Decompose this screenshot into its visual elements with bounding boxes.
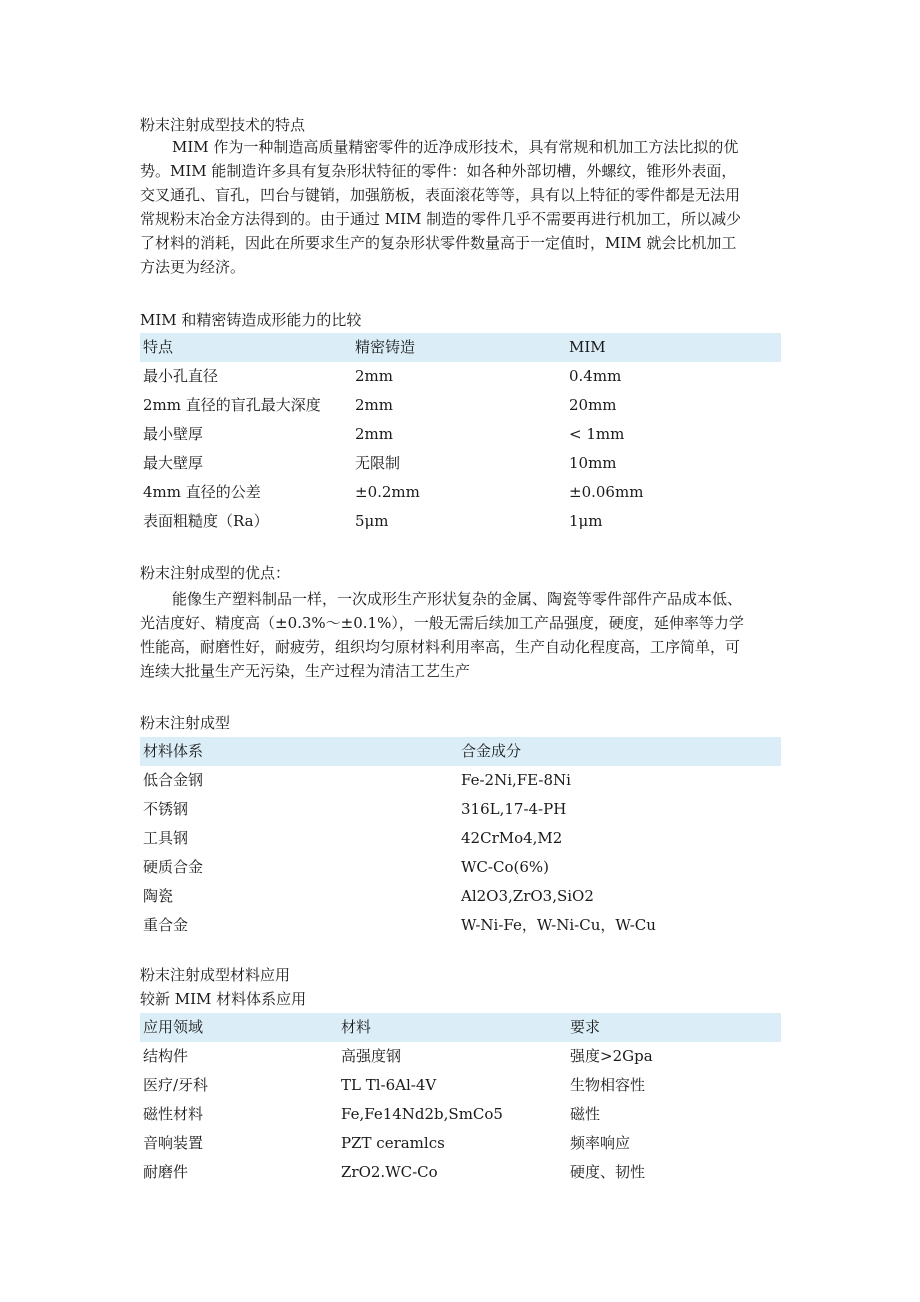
table-header-cell: 合金成分 (458, 737, 781, 766)
table-cell: 硬质合金 (143, 858, 204, 876)
table-cell: 20mm (569, 396, 617, 414)
table-row (140, 420, 781, 449)
table-cell: 最小孔直径 (143, 367, 219, 385)
section-title-advantages: 粉末注射成型的优点： (140, 564, 291, 582)
materials-table (140, 737, 781, 940)
table-cell: 最大壁厚 (143, 454, 204, 472)
table-row (140, 478, 781, 507)
table-row (140, 1129, 781, 1158)
table-cell: < 1mm (569, 425, 625, 443)
table-cell: ±0.06mm (569, 483, 644, 501)
table-cell: 最小壁厚 (143, 425, 204, 443)
table-header-cell: 材料 (338, 1013, 567, 1042)
table-cell: 频率响应 (570, 1134, 631, 1152)
table-cell: 316L,17-4-PH (461, 800, 567, 818)
table-header-cell: MIM (566, 333, 781, 362)
table-header-cell: 应用领域 (140, 1013, 338, 1042)
table-cell: 2mm (355, 396, 393, 414)
table-cell: 磁性材料 (143, 1105, 204, 1123)
table-cell: ZrO2.WC-Co (341, 1163, 438, 1181)
table-header-cell: 材料体系 (140, 737, 458, 766)
paragraph-line: 方法更为经济。 (140, 258, 246, 276)
table-row (140, 1042, 781, 1071)
paragraph-line: MIM 作为一种制造高质量精密零件的近净成形技术，具有常规和机加工方法比拟的优 (172, 138, 739, 156)
table-cell: 42CrMo4,M2 (461, 829, 563, 847)
table-header-row (140, 1013, 781, 1042)
applications-table (140, 1013, 781, 1187)
paragraph-advantages (140, 587, 781, 683)
table2-caption: 粉末注射成型 (140, 714, 231, 732)
table-cell: 硬度、韧性 (570, 1163, 646, 1181)
table-row (140, 1158, 781, 1187)
table-row (140, 766, 781, 795)
table-cell: 工具钢 (143, 829, 189, 847)
table-row (140, 507, 781, 536)
table-cell: 高强度钢 (341, 1047, 402, 1065)
table-cell: 10mm (569, 454, 617, 472)
table-header-cell: 特点 (140, 333, 352, 362)
table-cell: 结构件 (143, 1047, 189, 1065)
table-cell: 4mm 直径的公差 (143, 483, 261, 501)
table-cell: 低合金钢 (143, 771, 204, 789)
table-header-cell: 要求 (567, 1013, 781, 1042)
table-row (140, 1100, 781, 1129)
table-header-row (140, 333, 781, 362)
table3-caption-main: 粉末注射成型材料应用 (140, 966, 291, 984)
table-cell: 陶瓷 (143, 887, 174, 905)
table-cell: 重合金 (143, 916, 189, 934)
paragraph-features (140, 135, 781, 279)
paragraph-line: 连续大批量生产无污染，生产过程为清洁工艺生产 (140, 662, 471, 680)
table-cell: WC-Co(6%) (461, 858, 549, 876)
table-cell: 2mm (355, 425, 393, 443)
table-row (140, 795, 781, 824)
table-row (140, 391, 781, 420)
table-row (140, 882, 781, 911)
table-row (140, 853, 781, 882)
paragraph-line: 光洁度好、精度高（±0.3%～±0.1%），一般无需后续加工产品强度，硬度，延伸率等力学 (140, 614, 744, 632)
table-cell: TL Tl-6Al-4V (341, 1076, 437, 1094)
section-title-features: 粉末注射成型技术的特点 (140, 116, 306, 134)
table-row (140, 1071, 781, 1100)
table-cell: 2mm (355, 367, 393, 385)
table-cell: 1μm (569, 512, 603, 530)
paragraph-line: 性能高，耐磨性好，耐疲劳，组织均匀原材料利用率高，生产自动化程度高，工序简单，可 (140, 638, 741, 656)
table-cell: W-Ni-Fe，W-Ni-Cu，W-Cu (461, 916, 656, 934)
table-cell: 0.4mm (569, 367, 622, 385)
table-header-cell: 精密铸造 (352, 333, 566, 362)
table-cell: 强度>2Gpa (570, 1047, 653, 1065)
paragraph-line: 能像生产塑料制品一样，一次成形生产形状复杂的金属、陶瓷等零件部件产品成本低、 (172, 590, 743, 608)
table-cell: 医疗/牙科 (143, 1076, 209, 1094)
table-header-row (140, 737, 781, 766)
paragraph-line: 交叉通孔、盲孔，凹台与键销，加强筋板，表面滚花等等，具有以上特征的零件都是无法用 (140, 186, 741, 204)
table-cell: 2mm 直径的盲孔最大深度 (143, 396, 321, 414)
table-cell: Fe,Fe14Nd2b,SmCo5 (341, 1105, 503, 1123)
table-cell: 生物相容性 (570, 1076, 646, 1094)
table-cell: PZT ceramlcs (341, 1134, 445, 1152)
table3-caption-sub: 较新 MIM 材料体系应用 (140, 990, 307, 1008)
paragraph-line: 了材料的消耗，因此在所要求生产的复杂形状零件数量高于一定值时，MIM 就会比机加工 (140, 234, 737, 252)
table-row (140, 824, 781, 853)
table-cell: Fe-2Ni,FE-8Ni (461, 771, 571, 789)
table-cell: 表面粗糙度（Ra） (143, 512, 269, 530)
table-cell: Al2O3,ZrO3,SiO2 (461, 887, 594, 905)
table-row (140, 449, 781, 478)
table-cell: 5μm (355, 512, 389, 530)
table-cell: 耐磨件 (143, 1163, 189, 1181)
table-cell: 不锈钢 (143, 800, 189, 818)
table-cell: 无限制 (355, 454, 401, 472)
table-row (140, 911, 781, 940)
paragraph-line: 势。MIM 能制造许多具有复杂形状特征的零件：如各种外部切槽，外螺纹，锥形外表面， (140, 162, 737, 180)
table-cell: 磁性 (570, 1105, 601, 1123)
table-row (140, 362, 781, 391)
table-cell: ±0.2mm (355, 483, 420, 501)
table-cell: 音响装置 (143, 1134, 204, 1152)
paragraph-line: 常规粉末冶金方法得到的。由于通过 MIM 制造的零件几乎不需要再进行机加工，所以减少 (140, 210, 742, 228)
table1-caption: MIM 和精密铸造成形能力的比较 (140, 311, 362, 329)
comparison-table (140, 333, 781, 536)
